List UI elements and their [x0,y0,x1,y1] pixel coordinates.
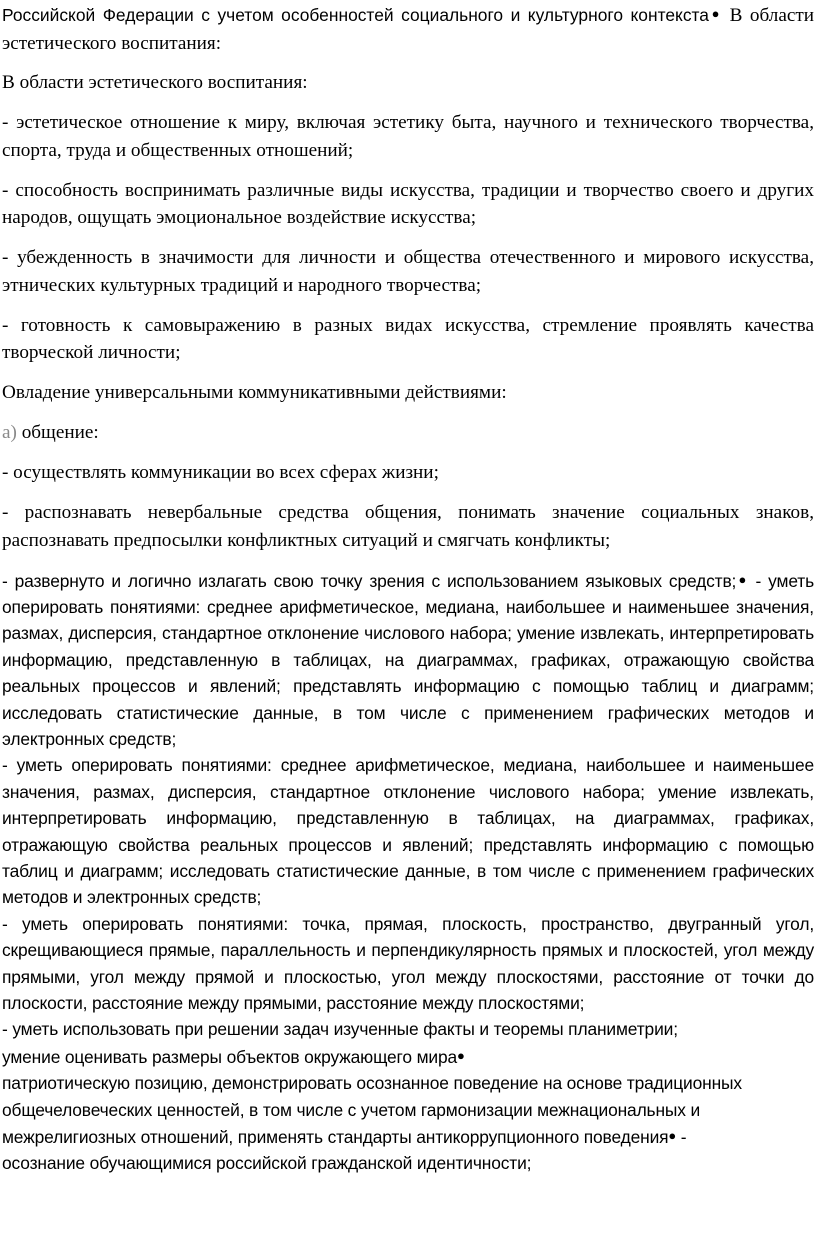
patriot-text: патриотическую позицию, демонстрировать осознанное поведение на основе традиционных общечеловеческих ценностей, в том числе с учетом гармонизации межнациональных и межрелигиозных отношений, применять стандарты антикоррупционного поведения [2,1073,742,1148]
bullet-icon: ● [708,6,723,21]
math-item: - уметь оперировать понятиями: среднее арифметическое, медиана, наибольшее и наименьшее значения, размах, дисперсия, стандартное отклонение числового набора; умение извлекать, интерпретировать информацию, представленную в таблицах, на диаграммах, графиках, отражающую свойства реальных процессов и явлений; представлять информацию с помощью таблиц и диаграмм; исследовать статистические данные, в том числе с применением графических методов и электронных средств; [2,755,814,908]
communication-item: - распознавать невербальные средства общения, понимать значение социальных знаков, распознавать предпосылки конфликтных ситуаций и смягчать конфликты; [2,502,814,551]
bullet-icon: ● [736,571,749,587]
communication-heading: Овладение универсальными коммуникативными действиями: [2,382,507,403]
aesthetics-item: - эстетическое отношение к миру, включая эстетику быта, научного и технического творчества, спорта, труда и общественных отношений; [2,112,814,161]
estimate-paragraph [2,1043,814,1070]
communication-item: - осуществлять коммуникации во всех сферах жизни; [2,462,439,483]
patriot-paragraph [2,1070,814,1177]
argument-tail: - уметь оперировать понятиями: среднее арифметическое, медиана, наибольшее и наименьшее значения, размах, дисперсия, стандартное отклонение числового набора; умение извлекать, интерпретировать информацию, представленную в таблицах, на диаграммах, графиках, отражающую свойства реальных процессов и явлений; представлять информацию с помощью таблиц и диаграмм; исследовать статистические данные, в том числе с применением графических методов и электронных средств; [2,570,815,749]
intro-paragraph [2,0,814,57]
aesthetics-item: - способность воспринимать различные виды искусства, традиции и творчество своего и других народов, ощущать эмоциональное воздействие искусства; [2,179,814,228]
math-item: - уметь использовать при решении задач изученные факты и теоремы планиметрии; [2,1019,678,1040]
argument-paragraph [2,567,814,753]
estimate-text: умение оценивать размеры объектов окружающего мира [2,1046,457,1067]
intro-head: Российской Федерации с учетом особенностей социального и культурного контекста [2,5,709,25]
math-item: - уметь оперировать понятиями: точка, прямая, плоскость, пространство, двугранный угол, скрещивающиеся прямые, параллельность и перпендикулярность прямых и плоскостей, угол между прямыми, угол между прямой и плоскостью, угол между плоскостями, расстояние от точки до плоскости, расстояние между прямыми, расстояние между плоскостями; [2,913,814,1013]
intro-tail: В области эстетического воспитания: [2,5,815,54]
bullet-icon: ● [668,1128,677,1144]
aesthetics-item: - убежденность в значимости для личности и общества отечественного и мирового искусства, этнических культурных традиций и народного творчества; [2,247,814,296]
bullet-icon: ● [457,1047,465,1063]
aesthetics-item: - готовность к самовыражению в разных видах искусства, стремление проявлять качества творческой личности; [2,314,814,363]
sub-marker: а) [2,422,17,443]
argument-text: - развернуто и логично излагать свою точку зрения с использованием языковых средств; [2,570,737,591]
sub-label: общение: [16,422,99,443]
communication-sub-heading [2,419,814,447]
aesthetics-heading: В области эстетического воспитания: [2,72,308,93]
patriot-tail: - осознание обучающимися российской гражданской идентичности; [2,1127,687,1174]
